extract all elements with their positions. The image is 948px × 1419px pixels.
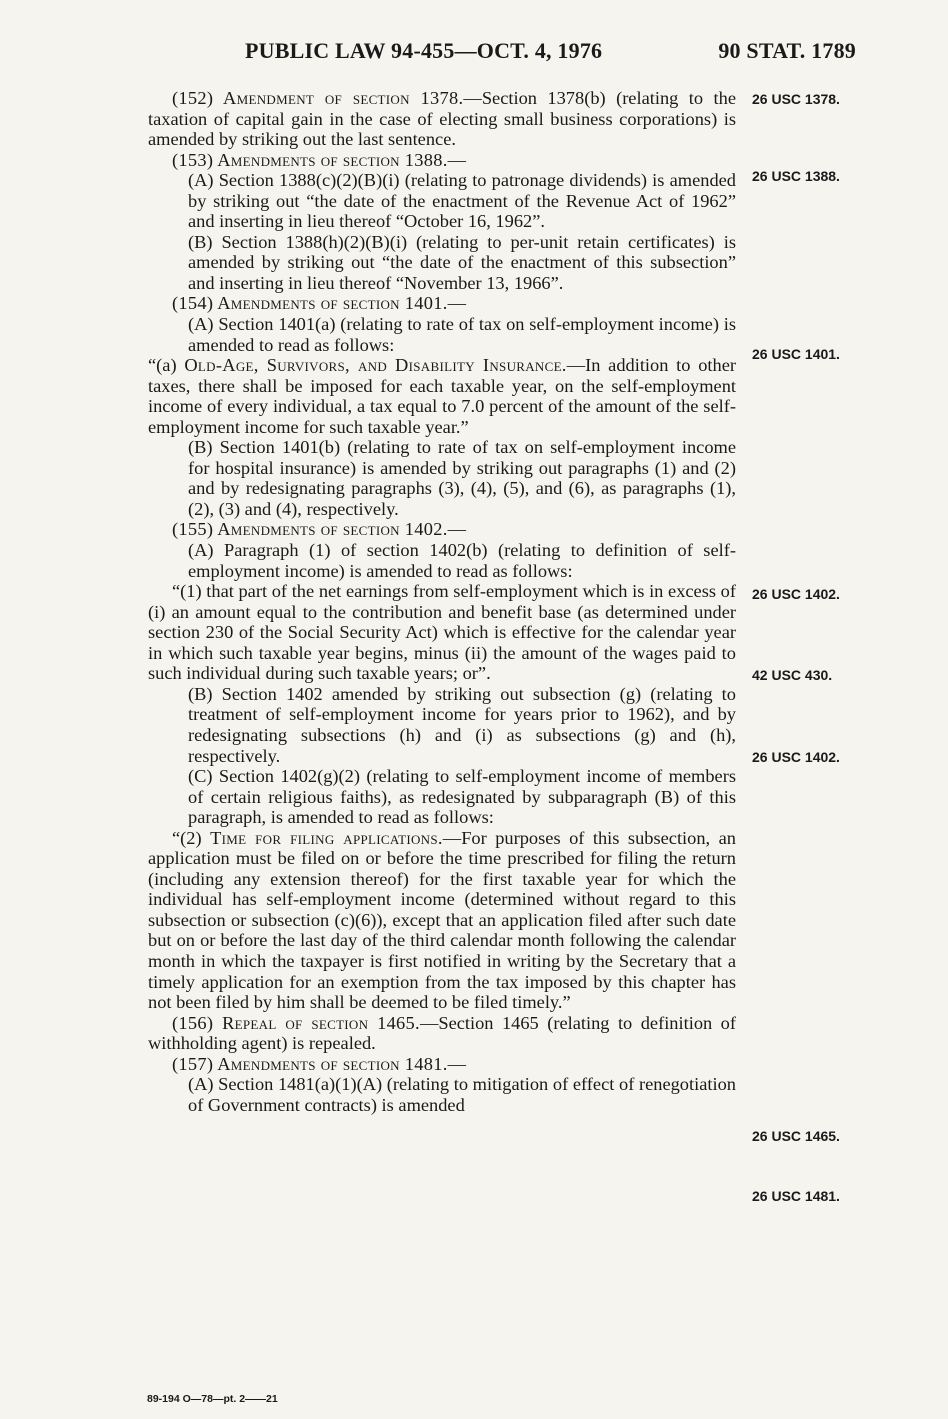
section-heading: (152) Amendment of section 1378. bbox=[172, 88, 464, 108]
paragraph-157 bbox=[148, 1054, 736, 1075]
subparagraph-154-a: (A) Section 1401(a) (relating to rate of tax on self-employment income) is amended to read as follows: bbox=[188, 314, 736, 355]
quote-heading: Old-Age, Survivors, and Disability Insurance. bbox=[184, 355, 567, 376]
paragraph-153 bbox=[148, 150, 736, 171]
dash: — bbox=[447, 1053, 467, 1074]
margin-citation: 26 USC 1465. bbox=[752, 1128, 840, 1144]
margin-citation: 42 USC 430. bbox=[752, 667, 833, 683]
quoted-paragraph-1402b1: “(1) that part of the net earnings from self-employment which is in excess of (i) an amount equal to the contribution and benefit base (as determined under section 230 of the Social Security Act) which is effective for the calendar year in which such taxable year begins, minus (ii) the amount of the wages paid to such individual during such taxable years; or”. bbox=[148, 581, 736, 684]
paragraph-155 bbox=[148, 519, 736, 540]
print-job-footer: 89-194 O—78—pt. 2——21 bbox=[147, 1393, 278, 1405]
paragraph-156 bbox=[148, 1013, 736, 1054]
subparagraph-157-a: (A) Section 1481(a)(1)(A) (relating to mitigation of effect of renegotiation of Government contracts) is amended bbox=[188, 1074, 736, 1115]
paragraph-text: —Section 1465 (relating to definition of withholding agent) is repealed. bbox=[148, 1012, 736, 1054]
dash: — bbox=[447, 149, 467, 170]
margin-citation: 26 USC 1402. bbox=[752, 586, 840, 602]
quoted-subsection-1401a bbox=[148, 355, 736, 437]
subparagraph-155-c: (C) Section 1402(g)(2) (relating to self-employment income of members of certain religious faiths), as redesignated by subparagraph (B) of this paragraph, is amended to read as follows: bbox=[188, 766, 736, 828]
subparagraph-154-b: (B) Section 1401(b) (relating to rate of tax on self-employment income for hospital insurance) is amended by striking out paragraphs (1) and (2) and by redesignating paragraphs (3), (4), (5), and (6), as paragraphs (1), (2), (3) and (4), respectively. bbox=[188, 437, 736, 519]
quote-label: “(2) bbox=[172, 827, 211, 848]
quote-text: —In addition to other taxes, there shall be imposed for each taxable year, on the self-employment income of every individual, a tax equal to 7.0 percent of the amount of the self-employment income for such taxable year.” bbox=[148, 355, 736, 437]
quote-text: —For purposes of this subsection, an application must be filed on or before the time prescribed for filing the return (including any extension thereof) for the first taxable year for which the individual has self-employment income (determined without regard to this subsection or subsection (c)(6)), except that an application filed after such date but on or before the last day of the third calendar month following the calendar month in which the taxpayer is first notified in writing by the Secretary that a timely application for an exemption from the tax imposed by this chapter has not been filed by him shall be deemed to be filed timely.” bbox=[148, 827, 736, 1013]
statute-body bbox=[148, 88, 736, 1115]
quoted-paragraph-1402g2 bbox=[148, 828, 736, 1013]
quote-heading: Time for filing applications. bbox=[210, 827, 443, 848]
margin-citation: 26 USC 1401. bbox=[752, 346, 840, 362]
paragraph-152 bbox=[148, 88, 736, 150]
section-heading: (154) Amendments of section 1401. bbox=[172, 293, 448, 314]
margin-citation: 26 USC 1388. bbox=[752, 168, 840, 184]
subparagraph-153-b: (B) Section 1388(h)(2)(B)(i) (relating to per-unit retain certificates) is amended by striking out “the date of the enactment of this subsection” and inserting in lieu thereof “November 13, 1966”. bbox=[188, 231, 736, 293]
dash: — bbox=[447, 293, 467, 314]
subparagraph-155-b: (B) Section 1402 amended by striking out subsection (g) (relating to treatment of self-employment income for years prior to 1962), and by redesignating subsections (h) and (i) as subsections (g) and (h), respectively. bbox=[188, 683, 736, 766]
margin-citation: 26 USC 1402. bbox=[752, 749, 840, 765]
paragraph-text: —Section 1378(b) (relating to the taxation of capital gain in the case of electing small business corporations) is amended by striking out the last sentence. bbox=[148, 88, 736, 150]
quote-label: “(a) bbox=[148, 355, 185, 376]
running-header-page: 90 STAT. 1789 bbox=[718, 38, 856, 63]
section-heading: (157) Amendments of section 1481. bbox=[172, 1053, 448, 1074]
section-heading: (155) Amendments of section 1402. bbox=[172, 519, 448, 540]
paragraph-154 bbox=[148, 293, 736, 314]
margin-citation: 26 USC 1378. bbox=[752, 91, 840, 107]
subparagraph-153-a: (A) Section 1388(c)(2)(B)(i) (relating to patronage dividends) is amended by striking out “the date of the enactment of the Revenue Act of 1962” and inserting in lieu thereof “October 16, 1962”. bbox=[188, 170, 736, 232]
running-header-title: PUBLIC LAW 94-455—OCT. 4, 1976 bbox=[245, 38, 603, 63]
dash: — bbox=[447, 519, 467, 540]
subparagraph-155-a: (A) Paragraph (1) of section 1402(b) (relating to definition of self-employment income) is amended to read as follows: bbox=[188, 540, 736, 581]
section-heading: (153) Amendments of section 1388. bbox=[172, 149, 448, 170]
margin-citation: 26 USC 1481. bbox=[752, 1188, 840, 1204]
section-heading: (156) Repeal of section 1465. bbox=[172, 1012, 420, 1033]
